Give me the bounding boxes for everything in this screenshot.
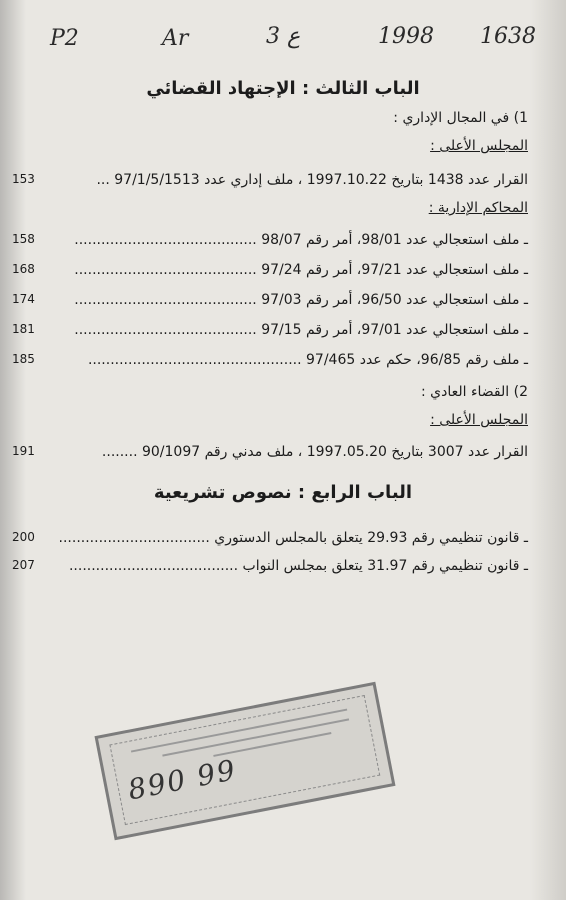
header-mark-number: 1638	[480, 24, 536, 49]
toc-page-number: 168	[12, 262, 35, 276]
toc-entry-text: ـ ملف استعجالي عدد 98/01، أمر رقم 98/07 .........................................	[74, 232, 528, 248]
toc-row	[0, 172, 566, 192]
admin-courts-heading: المحاكم الإدارية :	[428, 200, 528, 216]
toc-entry-text: ـ قانون تنظيمي رقم 29.93 يتعلق بالمجلس الدستوري ..................................	[58, 530, 528, 546]
toc-row	[0, 352, 566, 372]
toc-page-number: 207	[12, 558, 35, 572]
toc-entry-text: ـ قانون تنظيمي رقم 31.97 يتعلق بمجلس النواب ......................................	[68, 558, 528, 574]
toc-page-number: 153	[12, 172, 35, 186]
header-mark-ar: Ar	[162, 26, 189, 51]
section1-heading: 1) في المجال الإداري :	[393, 110, 528, 126]
toc-page-number: 158	[12, 232, 35, 246]
chapter4-title: الباب الرابع : نصوص تشريعية	[153, 482, 413, 503]
chapter3-title: الباب الثالث : الإجتهاد القضائي	[146, 78, 420, 99]
section2-heading: 2) القضاء العادي :	[420, 384, 528, 400]
header-mark-year: 1998	[378, 24, 434, 49]
supreme-council-heading-2: المجلس الأعلى :	[430, 412, 528, 428]
supreme-council-heading: المجلس الأعلى :	[430, 138, 528, 154]
toc-entry-text: القرار عدد 3007 بتاريخ 1997.05.20 ، ملف مدني رقم 90/1097 ........	[101, 444, 528, 460]
toc-row	[0, 530, 566, 550]
toc-row	[0, 322, 566, 342]
header-mark-p2: P2	[50, 26, 79, 51]
stamp-number: 890 99	[125, 753, 240, 807]
library-stamp	[95, 682, 396, 841]
toc-page-number: 185	[12, 352, 35, 366]
toc-entry-text: ـ ملف استعجالي عدد 96/50، أمر رقم 97/03 .........................................	[74, 292, 528, 308]
toc-row	[0, 444, 566, 464]
toc-row	[0, 558, 566, 578]
toc-entry-text: ـ ملف رقم 96/85، حكم عدد 97/465 ................................................	[87, 352, 528, 368]
toc-page-number: 181	[12, 322, 35, 336]
header-mark-3: 3 ع	[266, 24, 301, 49]
toc-row	[0, 262, 566, 282]
toc-entry-text: القرار عدد 1438 بتاريخ 1997.10.22 ، ملف إداري عدد 97/1/5/1513 ...	[96, 172, 528, 188]
toc-row	[0, 292, 566, 312]
toc-entry-text: ـ ملف استعجالي عدد 97/21، أمر رقم 97/24 .........................................	[74, 262, 528, 278]
stamp-inner-border	[109, 695, 380, 825]
toc-page-number: 174	[12, 292, 35, 306]
toc-row	[0, 232, 566, 252]
toc-page-number: 200	[12, 530, 35, 544]
toc-entry-text: ـ ملف استعجالي عدد 97/01، أمر رقم 97/15 .........................................	[74, 322, 528, 338]
toc-page-number: 191	[12, 444, 35, 458]
